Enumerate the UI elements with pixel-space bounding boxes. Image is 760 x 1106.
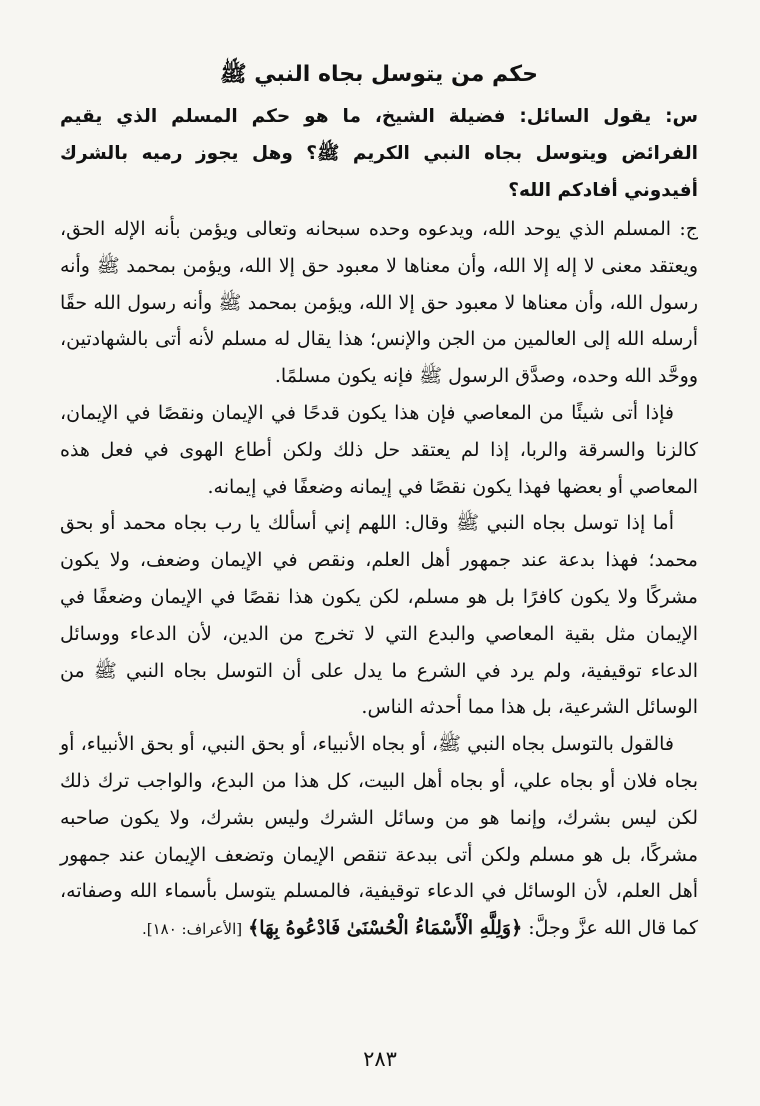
quran-verse: ﴿وَلِلَّهِ الْأَسْمَاءُ الْحُسْنَىٰ فَادْعُوهُ بِهَا﴾ xyxy=(248,917,523,940)
question-text: س: يقول السائل: فضيلة الشيخ، ما هو حكم المسلم الذي يقيم الفرائض ويتوسل بجاه النبي الكريم ﷺ؟ وهل يجوز رميه بالشرك أفيدوني أفادكم الله؟ xyxy=(60,106,698,201)
answer-paragraph-1: ج: المسلم الذي يوحد الله، ويدعوه وحده سبحانه وتعالى ويؤمن بأنه الإله الحق، ويعتقد معنى لا إله إلا الله، وأن معناها لا معبود حق إلا الله، ويؤمن بمحمد ﷺ وأنه رسول الله، وأن معناها لا معبود حق إلا الله، ويؤمن بمحمد ﷺ وأنه رسول الله حقًا أرسله الله إلى العالمين من الجن والإنس؛ هذا يقال له مسلم لأنه أتى بالشهادتين، ووحَّد الله وحده، وصدَّق الرسول ﷺ فإنه يكون مسلمًا. xyxy=(60,218,698,388)
page-number: ٢٨٣ xyxy=(363,1047,397,1071)
verse-reference: [الأعراف: ١٨٠]. xyxy=(141,920,243,939)
answer-paragraph-4 xyxy=(60,726,698,948)
answer-paragraph-3: أما إذا توسل بجاه النبي ﷺ وقال: اللهم إني أسألك يا رب بجاه محمد أو بحق محمد؛ فهذا بدعة عند جمهور أهل العلم، ونقص في الإيمان وضعف، ولا يكون مشركًا ولا يكون كافرًا بل هو مسلم، لكن يكون هذا نقصًا في الإيمان وضعفًا في الإيمان مثل بقية المعاصي والبدع التي لا تخرج من الدين، لأن الدعاء ووسائل الدعاء توقيفية، ولم يرد في الشرع ما يدل على أن التوسل بجاه النبي ﷺ من الوسائل الشرعية، بل هذا مما أحدثه الناس. xyxy=(60,512,698,719)
page-title: حكم من يتوسل بجاه النبي ﷺ xyxy=(220,62,538,87)
answer-paragraph-2: فإذا أتى شيئًا من المعاصي فإن هذا يكون قدحًا في الإيمان ونقصًا في الإيمان، كالزنا والسرقة والربا، إذا لم يعتقد حل ذلك ولكن أطاع الهوى في فعل هذه المعاصي أو بعضها فهذا يكون نقصًا في إيمانه وضعفًا في إيمانه. xyxy=(60,401,698,498)
answer-paragraph-4-text: فالقول بالتوسل بجاه النبي ﷺ، أو بجاه الأنبياء، أو بحق النبي، أو بحق الأنبياء، أو بجاه فلان أو بجاه علي، أو بجاه أهل البيت، كل هذا من البدع، والواجب ترك ذلك لكن ليس بشرك، وإنما هو من وسائل الشرك وليس بشرك، ولا يكون صاحبه مشركًا، بل هو مسلم ولكن أتى ببدعة تنقص الإيمان وتضعف الإيمان عند جمهور أهل العلم، لأن الوسائل في الدعاء توقيفية، فالمسلم يتوسل بأسماء الله وصفاته، كما قال الله عزَّ وجلَّ: xyxy=(60,733,698,940)
